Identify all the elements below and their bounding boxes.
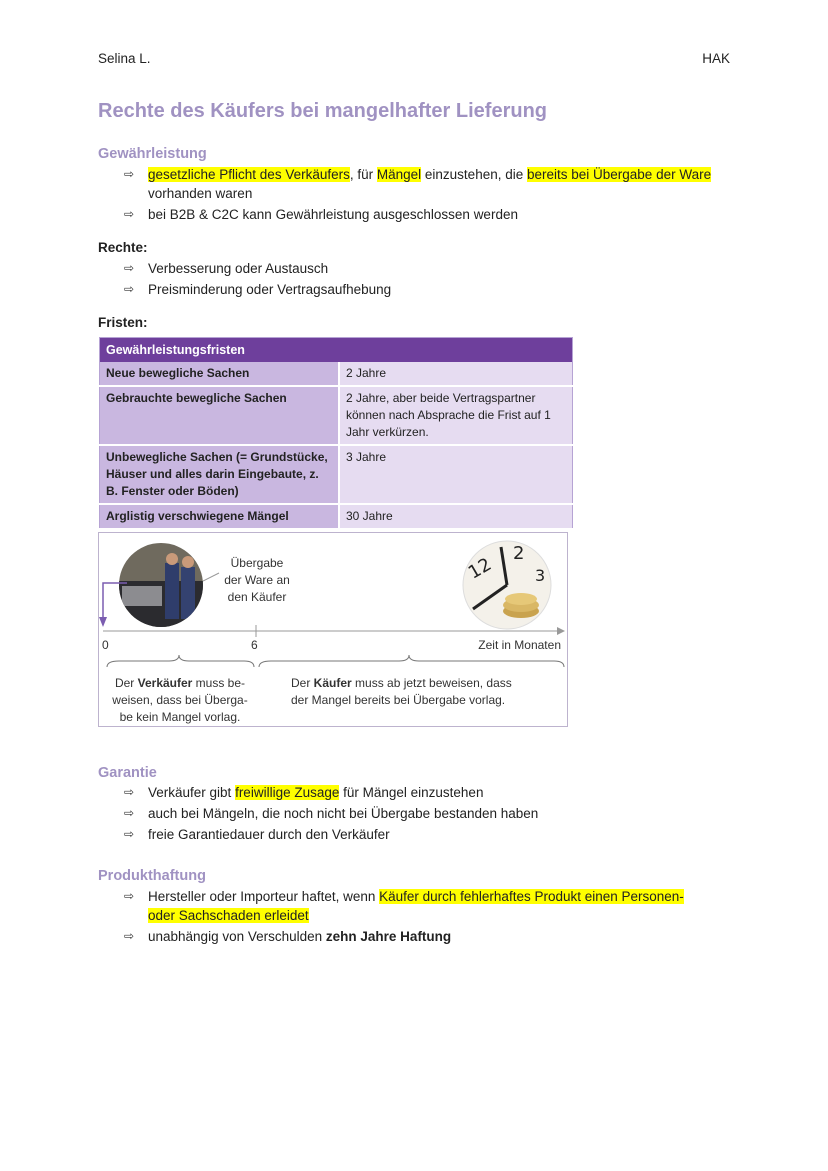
table-cell-value: 2 Jahre	[339, 362, 573, 386]
connector-line	[203, 567, 223, 587]
fristen-table	[99, 337, 573, 530]
arrow-icon: ⇨	[124, 806, 135, 820]
handover-photo	[117, 541, 205, 629]
tick-6: 6	[251, 638, 258, 652]
list-item: ⇨ unabhängig von Verschulden zehn Jahre Haftung	[124, 929, 452, 944]
table-row	[100, 504, 573, 529]
section-heading-produkthaftung: Produkthaftung	[98, 868, 206, 884]
arrow-icon: ⇨	[124, 785, 135, 799]
handover-label: Übergabe der Ware an den Käufer	[224, 556, 290, 604]
header-author: Selina L.	[98, 51, 151, 66]
list-item: ⇨ auch bei Mängeln, die noch nicht bei Übergabe bestanden haben	[124, 806, 539, 821]
table-cell-value: 2 Jahre, aber beide Vertragspartner können nach Absprache die Frist auf 1 Jahr verkürzen.	[339, 386, 573, 445]
arrow-icon: ⇨	[124, 929, 135, 943]
tick-0: 0	[102, 638, 109, 652]
table-row	[100, 445, 573, 504]
highlight-text: gesetzliche Pflicht des Verkäufers	[148, 167, 350, 182]
section-heading-rechte: Rechte:	[98, 240, 148, 255]
produkthaftung-list	[124, 887, 734, 948]
section-heading-garantie: Garantie	[98, 765, 157, 781]
axis-label: Zeit in Monaten	[478, 638, 561, 652]
table-row	[100, 362, 573, 386]
table-cell-key: Gebrauchte bewegliche Sachen	[100, 386, 340, 445]
page-title: Rechte des Käufers bei mangelhafter Lieferung	[98, 100, 548, 122]
table-title: Gewährleistungsfristen	[100, 338, 573, 363]
list-item: ⇨ Preisminderung oder Vertragsaufhebung	[124, 282, 392, 297]
svg-text:2: 2	[513, 543, 525, 564]
header-school: HAK	[702, 51, 730, 66]
svg-text:3: 3	[535, 566, 546, 585]
list-item: ⇨ Hersteller oder Importeur haftet, wenn Käufer durch fehlerhaftes Produkt einen Personen- oder Sachschaden erleidet	[124, 889, 684, 923]
arrow-icon: ⇨	[124, 827, 135, 841]
highlight-text: bereits bei Übergabe der Ware	[526, 167, 712, 182]
garantie-list	[124, 783, 538, 846]
list-item: ⇨ Verkäufer gibt freiwillige Zusage für Mängel einzustehen	[124, 785, 484, 800]
highlight-text: freiwillige Zusage	[235, 785, 340, 800]
svg-text:12: 12	[464, 553, 496, 584]
gewaehrleistung-list	[124, 165, 734, 226]
rechte-list	[124, 259, 391, 301]
table-cell-key: Unbewegliche Sachen (= Grundstücke, Häuser und alles darin Eingebaute, z. B. Fenster oder Böden)	[100, 445, 340, 504]
arrow-icon: ⇨	[124, 261, 135, 275]
highlight-text: Mängel	[376, 167, 422, 182]
table-cell-value: 30 Jahre	[339, 504, 573, 529]
arrow-icon: ⇨	[124, 282, 135, 296]
arrow-icon: ⇨	[124, 889, 135, 903]
table-cell-key: Neue bewegliche Sachen	[100, 362, 340, 386]
list-item: ⇨ Verbesserung oder Austausch	[124, 261, 329, 276]
seller-proof-text: Der Verkäufer muss be- weisen, dass bei Überga- be kein Mangel vorlag.	[112, 676, 248, 724]
table-cell-key: Arglistig verschwiegene Mängel	[100, 504, 340, 529]
list-item: ⇨ gesetzliche Pflicht des Verkäufers, für Mängel einzustehen, die bereits bei Übergabe der Ware vorhanden waren	[124, 167, 712, 201]
list-item: ⇨ freie Garantiedauer durch den Verkäufer	[124, 827, 390, 842]
table-cell-value: 3 Jahre	[339, 445, 573, 504]
section-heading-gewaehrleistung: Gewährleistung	[98, 146, 207, 162]
highlight-text: Käufer durch fehlerhaftes Produkt einen Personen-	[379, 889, 684, 904]
arrow-icon: ⇨	[124, 207, 135, 221]
highlight-text: oder Sachschaden erleidet	[148, 908, 309, 923]
buyer-proof-text: Der Käufer muss ab jetzt beweisen, dass der Mangel bereits bei Übergabe vorlag.	[291, 676, 512, 707]
table-row	[100, 386, 573, 445]
list-item: ⇨ bei B2B & C2C kann Gewährleistung ausgeschlossen werden	[124, 207, 518, 222]
clock-icon	[461, 539, 553, 631]
section-heading-fristen: Fristen:	[98, 315, 148, 330]
timeline-diagram	[98, 532, 568, 727]
arrow-icon: ⇨	[124, 167, 135, 181]
